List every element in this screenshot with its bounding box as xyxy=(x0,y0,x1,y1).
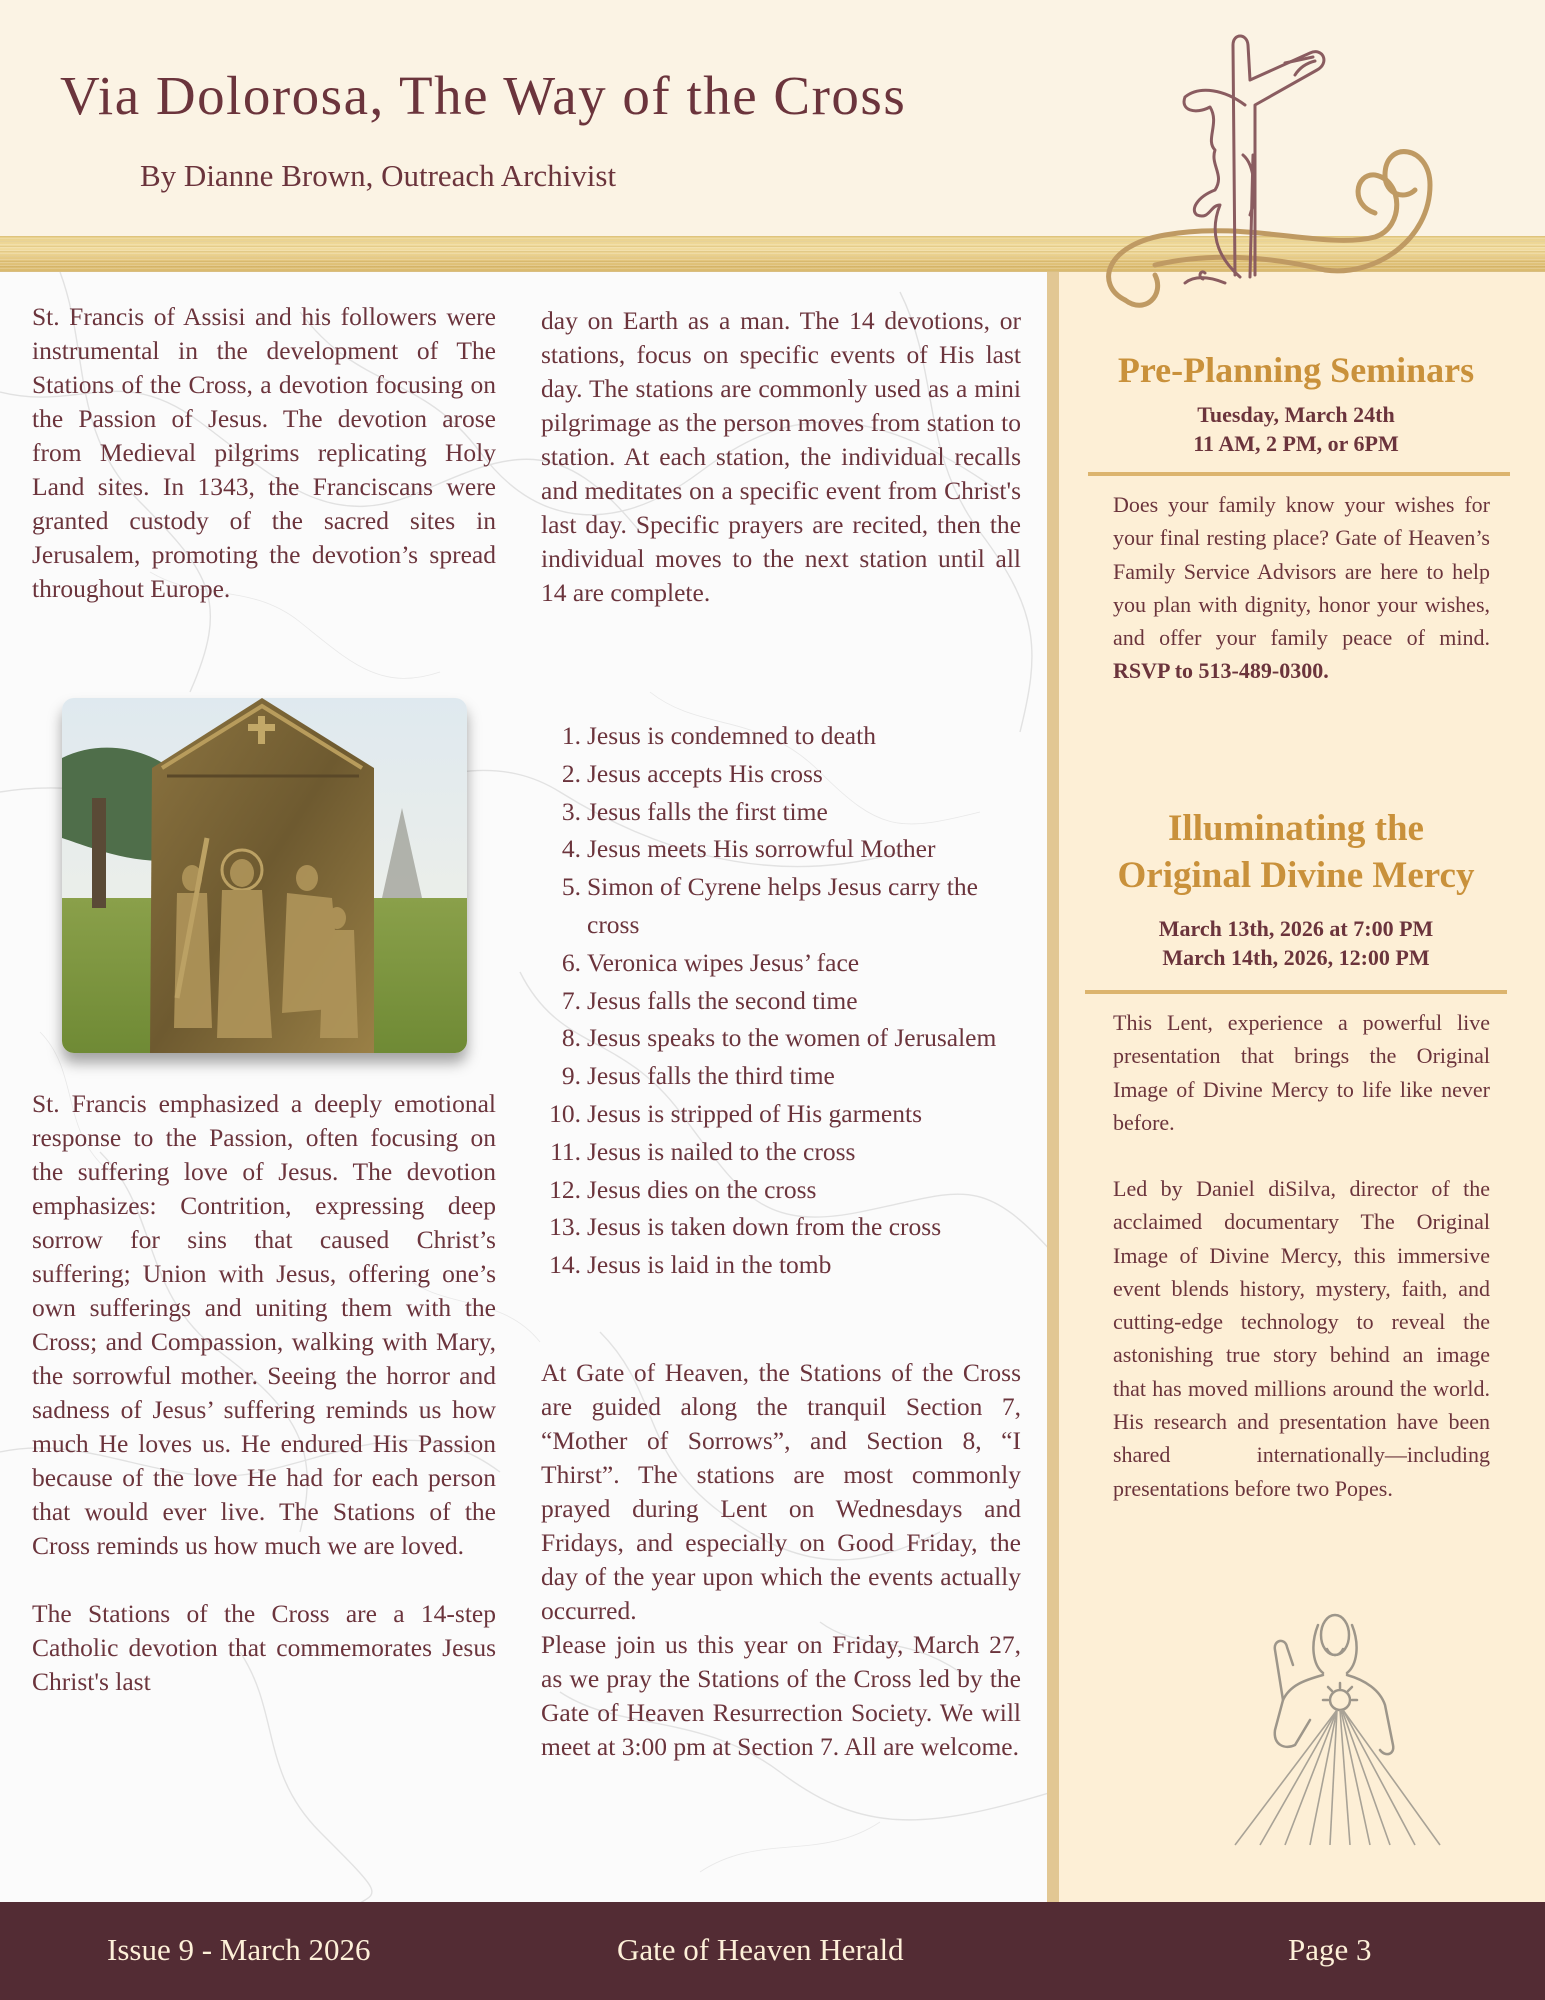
article-column-1 xyxy=(32,300,496,606)
stations-relief-image xyxy=(62,698,467,1053)
article-title: Via Dolorosa, The Way of the Cross xyxy=(60,65,907,126)
mercy-description-2: Led by Daniel diSilva, director of the acclaimed documentary The Original Image of Divine Mercy, this immersive event blends history, mystery, faith, and cutting-edge technology to reveal the astonishing true story behind an image that has moved millions around the world. His research and presentation have been shared internationally—including presentations before two Popes. xyxy=(1113,1176,1490,1501)
seminar-rsvp-phone: RSVP to 513-489-0300. xyxy=(1113,658,1329,684)
stations-list xyxy=(541,717,1021,1284)
station-number: 3. xyxy=(561,796,581,826)
station-item xyxy=(541,1171,1021,1209)
station-item xyxy=(541,830,1021,868)
seminar-date: Tuesday, March 24th xyxy=(1197,402,1395,427)
station-number: 14. xyxy=(549,1250,581,1280)
footer-issue: Issue 9 - March 2026 xyxy=(107,1932,371,1967)
station-item xyxy=(541,755,1021,793)
station-text: Jesus is nailed to the cross xyxy=(587,1136,856,1166)
seminar-heading: Pre-Planning Seminars xyxy=(1117,350,1475,390)
mercy-description-1: This Lent, experience a powerful live presentation that brings the Original Image of Divine Mercy to life like never before. xyxy=(1113,1010,1490,1135)
station-item xyxy=(541,944,1021,982)
station-number: 8. xyxy=(561,1023,581,1053)
station-item xyxy=(541,1208,1021,1246)
seminar-description xyxy=(1113,488,1490,688)
article-column-2 xyxy=(541,304,1021,610)
seminar-divider xyxy=(1088,472,1510,476)
mercy-date-2: March 14th, 2026, 12:00 PM xyxy=(1162,945,1430,970)
station-item xyxy=(541,1133,1021,1171)
station-number: 12. xyxy=(549,1174,581,1204)
station-item xyxy=(541,793,1021,831)
article-paragraph: At Gate of Heaven, the Stations of the Cross are guided along the tranquil Section 7, “Mother of Sorrows”, and Section 8, “I Thirst”. The stations are most commonly prayed during Lent on Wednesdays and Fridays, and especially on Good Friday, the day of the year upon which the events actually occurred. xyxy=(541,1358,1021,1625)
station-text: Veronica wipes Jesus’ face xyxy=(587,947,860,977)
station-number: 7. xyxy=(561,985,581,1015)
article-column-1-continued xyxy=(32,1087,496,1699)
station-item xyxy=(541,1019,1021,1057)
station-number: 5. xyxy=(561,872,581,902)
crucifix-line-art-icon xyxy=(1085,15,1435,315)
seminar-body-text: Does your family know your wishes for your final resting place? Gate of Heaven’s Family Service Advisors are here to help you plan with dignity, honor your wishes, and offer your family peace of mind. xyxy=(1113,492,1490,651)
mercy-date-1: March 13th, 2026 at 7:00 PM xyxy=(1158,916,1434,941)
station-text: Jesus is stripped of His garments xyxy=(587,1098,923,1128)
article-paragraph: day on Earth as a man. The 14 devotions, or stations, focus on specific events of His last day. The stations are commonly used as a mini pilgrimage as the person moves from station to station. At each station, the individual recalls and meditates on a specific event from Christ's last day. Specific prayers are recited, then the individual moves to the next station until all 14 are complete. xyxy=(541,306,1021,607)
stations-relief-photo xyxy=(62,698,467,1053)
seminar-times: 11 AM, 2 PM, or 6PM xyxy=(1193,431,1399,456)
article-byline: By Dianne Brown, Outreach Archivist xyxy=(140,158,617,193)
station-item xyxy=(541,868,1021,944)
mercy-heading-line2: Original Divine Mercy xyxy=(1117,855,1475,896)
station-text: Jesus speaks to the women of Jerusalem xyxy=(587,1023,997,1053)
station-number: 4. xyxy=(561,834,581,864)
station-number: 13. xyxy=(549,1212,581,1242)
station-number: 11. xyxy=(550,1136,581,1166)
article-paragraph: St. Francis emphasized a deeply emotional response to the Passion, often focusing on the suffering love of Jesus. The devotion emphasizes: Contrition, expressing deep sorrow for sins that caused Christ’s suffering; Union with Jesus, offering one’s own sufferings and uniting them with the Cross; and Compassion, walking with Mary, the sorrowful mother. Seeing the horror and sadness of Jesus’ suffering reminds us how much He loves us. He endured His Passion because of the love He had for each person that would ever live. The Stations of the Cross reminds us how much we are loved. xyxy=(32,1089,496,1560)
station-item xyxy=(541,717,1021,755)
station-number: 10. xyxy=(549,1098,581,1128)
station-item xyxy=(541,1095,1021,1133)
station-text: Jesus falls the first time xyxy=(587,796,828,826)
station-text: Jesus falls the second time xyxy=(587,985,858,1015)
station-item xyxy=(541,982,1021,1020)
article-column-2-continued xyxy=(541,1356,1021,1764)
station-text: Jesus is laid in the tomb xyxy=(587,1250,832,1280)
station-number: 6. xyxy=(561,947,581,977)
article-paragraph: Please join us this year on Friday, March 27, as we pray the Stations of the Cross led by the Gate of Heaven Resurrection Society. We will meet at 3:00 pm at Section 7. All are welcome. xyxy=(541,1630,1021,1761)
footer-page-number: Page 3 xyxy=(1288,1932,1372,1967)
station-number: 9. xyxy=(561,1061,581,1091)
article-paragraph: The Stations of the Cross are a 14-step Catholic devotion that commemorates Jesus Christ's last xyxy=(32,1599,496,1696)
station-text: Jesus meets His sorrowful Mother xyxy=(587,834,936,864)
article-paragraph: St. Francis of Assisi and his followers were instrumental in the development of The Stations of the Cross, a devotion focusing on the Passion of Jesus. The devotion arose from Medieval pilgrims replicating Holy Land sites. In 1343, the Franciscans were granted custody of the sacred sites in Jerusalem, promoting the devotion’s spread throughout Europe. xyxy=(32,302,496,603)
divine-mercy-line-art-icon xyxy=(1215,1605,1450,1850)
station-item xyxy=(541,1057,1021,1095)
station-number: 1. xyxy=(561,721,581,750)
station-text: Jesus is condemned to death xyxy=(587,721,876,750)
station-item xyxy=(541,1246,1021,1284)
mercy-heading-line1: Illuminating the xyxy=(1168,808,1424,849)
station-text: Jesus accepts His cross xyxy=(587,758,823,788)
mercy-divider xyxy=(1085,990,1507,994)
page-footer xyxy=(0,1902,1545,2000)
footer-publication-name: Gate of Heaven Herald xyxy=(617,1932,904,1967)
station-text: Simon of Cyrene helps Jesus carry the cross xyxy=(587,872,978,939)
station-text: Jesus falls the third time xyxy=(587,1061,835,1091)
station-number: 2. xyxy=(561,758,581,788)
station-text: Jesus is taken down from the cross xyxy=(587,1212,942,1242)
station-text: Jesus dies on the cross xyxy=(587,1174,817,1204)
